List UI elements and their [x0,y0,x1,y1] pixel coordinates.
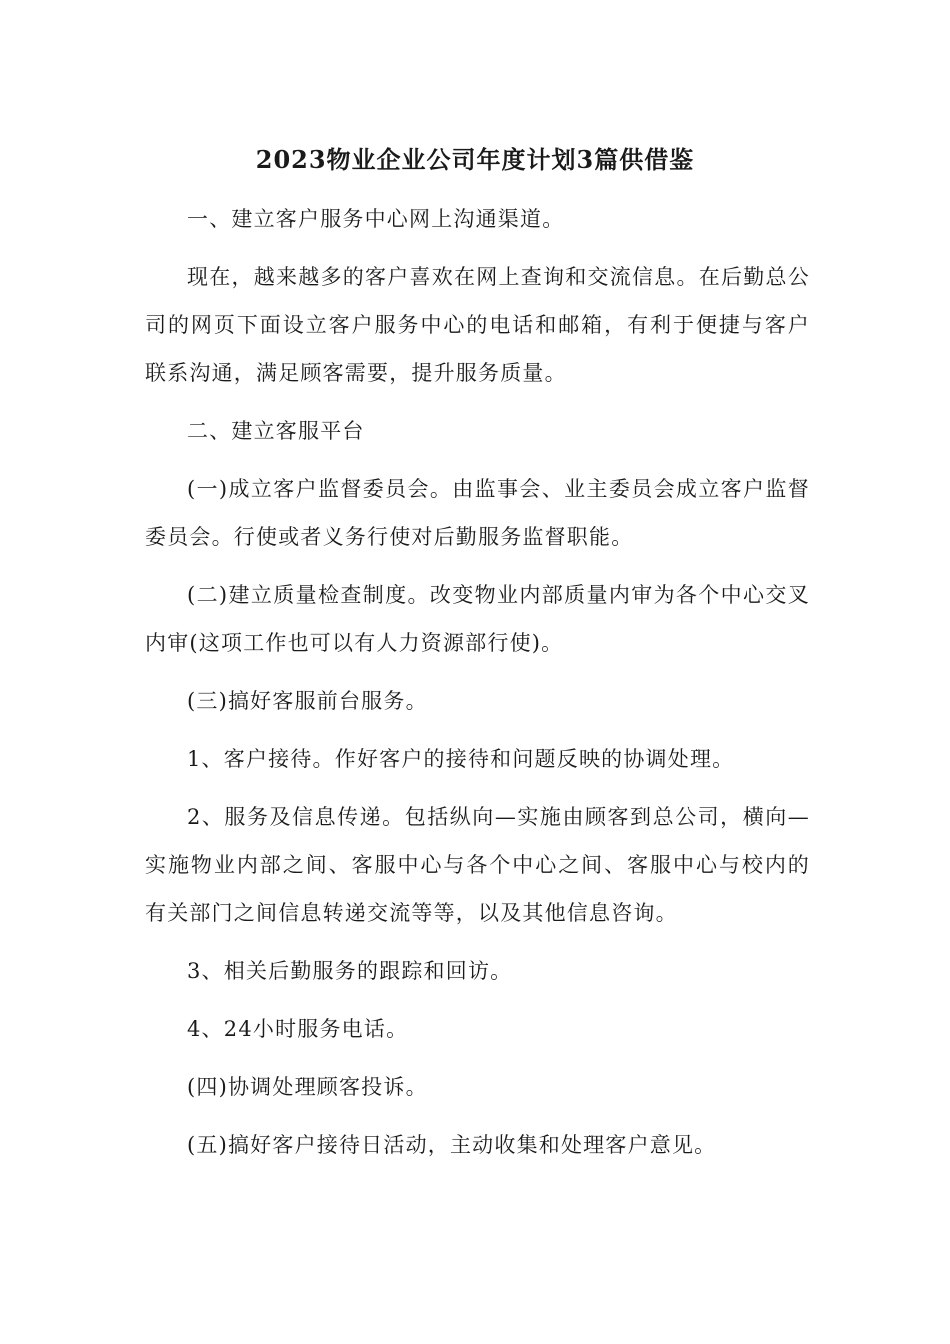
paragraph: (三)搞好客服前台服务。 [187,689,428,713]
paragraph: (五)搞好客户接待日活动，主动收集和处理客户意见。 [187,1133,717,1157]
section-heading-1: 一、建立客户服务中心网上沟通渠道。 [187,207,565,231]
paragraph: (二)建立质量检查制度。改变物业内部质量内审为各个中心交叉内审(这项工作也可以有人力资源部行使)。 [145,583,810,655]
list-item: 3、相关后勤服务的跟踪和回访。 [187,959,513,983]
document-body [145,195,810,1179]
paragraph: (四)协调处理顾客投诉。 [187,1075,428,1099]
section-heading-2: 二、建立客服平台 [187,419,365,443]
list-item: 1、客户接待。作好客户的接待和问题反映的协调处理。 [187,747,735,771]
paragraph: (一)成立客户监督委员会。由监事会、业主委员会成立客户监督委员会。行使或者义务行使对后勤服务监督职能。 [145,477,810,549]
paragraph: 现在，越来越多的客户喜欢在网上查询和交流信息。在后勤总公司的网页下面设立客户服务中心的电话和邮箱，有利于便捷与客户联系沟通，满足顾客需要，提升服务质量。 [145,265,810,385]
document-title: 2023物业企业公司年度计划3篇供借鉴 [255,145,695,174]
list-item: 2、服务及信息传递。包括纵向—实施由顾客到总公司，横向—实施物业内部之间、客服中心与各个中心之间、客服中心与校内的有关部门之间信息转递交流等等，以及其他信息咨询。 [145,805,810,925]
list-item: 4、24小时服务电话。 [187,1017,409,1041]
